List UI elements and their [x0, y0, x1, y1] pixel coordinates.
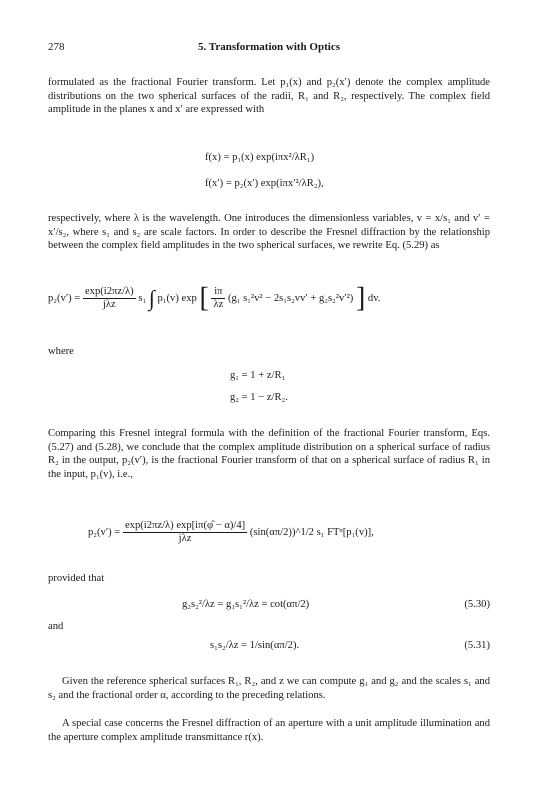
paragraph-reference-surfaces: Given the reference spherical surfaces R₁, R₂, and z we can compute g₁ and g₂ and the scales s₁ and s₂ and the fractional order α, according to the preceding relations. — [48, 676, 490, 701]
integral-sign: ∫ — [148, 285, 155, 311]
equation-fractional-fourier — [88, 520, 374, 545]
fourier-prefactor-numerator: exp(i2πz/λ) exp[iπ(φ̂ − α)/4] — [124, 520, 246, 531]
paragraph-where: where — [48, 346, 74, 357]
fresnel-quadratic-term: (g₁ s₁²v² − 2s₁s₂vv′ + g₂s₂²v′²) — [227, 292, 354, 304]
paragraph-comparison: Comparing this Fresnel integral formula with the definition of the fractional Fourier transform, Eqs. (5.27) and (5.28), we conclude that the complex amplitude distribution on a spherical surface of radius R₂ in the output, p₂(v′), is the fractional Fourier transform of that on a spherical surface of radius R₁ in the input, p₁(v), i.e., — [48, 428, 490, 480]
paragraph-and: and — [48, 621, 64, 632]
phase-denominator: λz — [213, 299, 224, 310]
equation-field-input: f(x) = p₁(x) exp(iπx²/λR₁) — [205, 152, 315, 163]
right-bracket: ] — [355, 282, 366, 314]
page-header — [48, 41, 490, 57]
running-head: 5. Transformation with Optics — [198, 41, 340, 53]
fresnel-lhs: p₂(v′) = — [48, 292, 81, 304]
fresnel-prefactor-numerator: exp(i2πz/λ) — [84, 286, 134, 297]
phase-numerator: iπ — [211, 286, 225, 299]
equation-g2: g₂ = 1 − z/R₂. — [230, 392, 288, 403]
equation-number-5-30: (5.30) — [464, 599, 490, 610]
fourier-lhs: p₂(v′) = — [88, 526, 121, 538]
page-number: 278 — [48, 41, 65, 53]
fresnel-integrand: p₁(v) exp — [157, 292, 197, 304]
left-bracket: [ — [199, 282, 209, 314]
equation-field-output: f(x′) = p₂(x′) exp(iπx′²/λR₂), — [205, 178, 324, 189]
fresnel-prefactor-denominator: jλz — [102, 299, 116, 310]
fresnel-phase-factor — [211, 286, 225, 311]
fourier-prefactor-denominator: jλz — [178, 533, 192, 544]
paragraph-variables: respectively, where λ is the wavelength. One introduces the dimensionless variables, v = x/s₁ and v′ = x′/s₂, where s₁ and s₂ are scale factors. In order to describe the Fresnel diffraction by the relationship between the complex field amplitudes in the two spherical surfaces, we rewrite Eq. (5.29) as — [48, 213, 490, 252]
equation-5-31: s₁s₂/λz = 1/sin(απ/2). — [210, 640, 300, 651]
paragraph-provided: provided that — [48, 573, 105, 584]
equation-5-30: g₂s₂²/λz = g₁s₁²/λz = cot(απ/2) — [182, 599, 310, 610]
equation-fresnel-integral — [48, 282, 381, 314]
paragraph-special-case: A special case concerns the Fresnel diffraction of an aperture with a unit amplitude illumination and the aperture complex amplitude transmittance r(x). — [48, 718, 490, 743]
fourier-rest: (sin(απ/2))^1/2 s₁ FTᵅ[p₁(v)], — [249, 526, 374, 538]
equation-g1: g₁ = 1 + z/R₁ — [230, 370, 286, 381]
fourier-prefactor — [123, 520, 247, 545]
fresnel-differential: dv. — [367, 292, 381, 304]
fresnel-scale: s₁ — [138, 292, 147, 304]
fresnel-prefactor — [83, 286, 136, 311]
paragraph-intro: formulated as the fractional Fourier transform. Let p₁(x) and p₂(x′) denote the complex amplitude distributions on the two spherical surfaces of the radii, R₁ and R₂, respectively. The complex field amplitude in the planes x and x′ are expressed with — [48, 77, 490, 116]
equation-number-5-31: (5.31) — [464, 640, 490, 651]
